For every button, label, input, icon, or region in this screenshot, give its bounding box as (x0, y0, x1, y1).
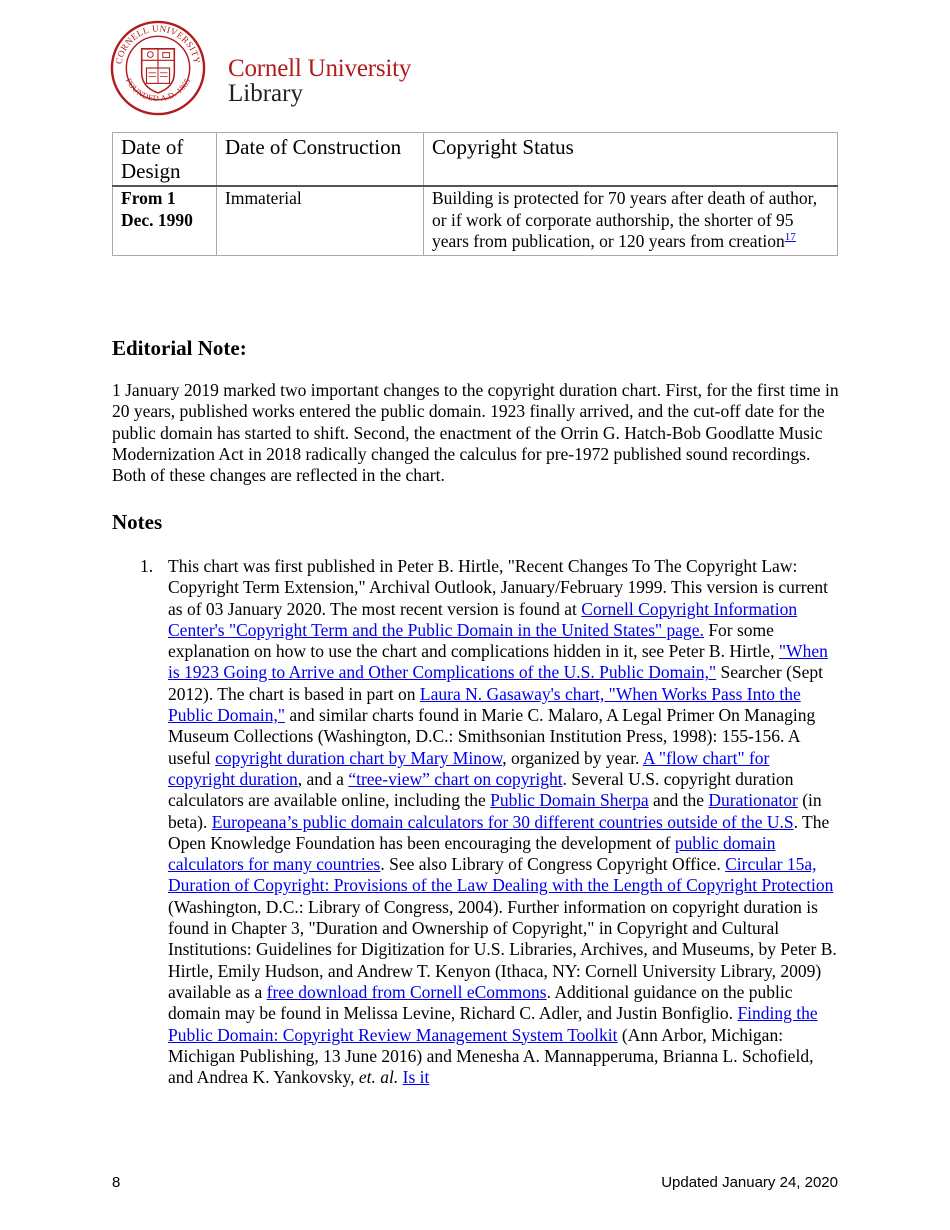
link-crms-toolkit[interactable]: Finding the Public Domain: Copyright Review Management System Toolkit (168, 1003, 818, 1045)
brand-library: Library (228, 80, 303, 107)
note-text: (in beta). (168, 790, 822, 832)
cornell-seal-logo (110, 20, 206, 116)
link-flow-chart[interactable]: A "flow chart" for copyright duration (168, 747, 770, 789)
footnote-17-link[interactable]: 17 (784, 231, 796, 244)
note-text: and similar charts found in Marie C. Malaro, A Legal Primer On Managing Museum Collections (Washington, D.C.: Smithsonian Institution Press, 1998): 155-156. A useful (168, 705, 816, 768)
note-text: . Additional guidance on the public domain may be found in Melissa Levine, Richard C. Adler, and Justin Bonfiglio. (168, 981, 793, 1024)
page-number: 8 (112, 1174, 121, 1191)
note-text: , organized by year. (502, 747, 643, 768)
updated-date: Updated January 24, 2020 (661, 1174, 838, 1191)
link-circular-15a[interactable]: Circular 15a, Duration of Copyright: Provisions of the Law Dealing with the Length of Copyright Protection (168, 854, 834, 896)
note-text: and the (648, 790, 709, 811)
link-minow-chart[interactable]: copyright duration chart by Mary Minow (215, 747, 503, 768)
cell-design-date: From 1 Dec. 1990 (113, 186, 217, 255)
status-text: Building is protected for 70 years after death of author, or if work of corporate authorship, the shorter of 95 years from publication, or 120 years from creation (432, 188, 818, 251)
link-gasaway-chart[interactable]: Laura N. Gasaway's chart, "When Works Pass Into the Public Domain," (168, 683, 801, 726)
library-wordmark (228, 56, 411, 106)
header-date-of-design: Date of Design (113, 133, 217, 187)
note-text: . Several U.S. copyright duration calculators are available online, including the (168, 768, 794, 811)
note-text: . The Open Knowledge Foundation has been encouraging the development of (168, 811, 830, 853)
note-text: Searcher (Sept 2012). The chart is based in part on (168, 662, 824, 704)
link-durationator[interactable]: Durationator (708, 790, 798, 811)
cell-construction-date: Immaterial (217, 186, 424, 255)
note-text: (Ann Arbor, Michigan: Michigan Publishing, 13 June 2016) and Menesha A. Mannapperuma, Brianna L. Schofield, and Andrea K. Yankovsky, (168, 1024, 814, 1088)
note-text-italic: et. al. (358, 1067, 399, 1088)
note-text: For some explanation on how to use the chart and complications hidden in it, see Peter B. Hirtle, (168, 619, 779, 662)
svg-text:FOUNDED A.D. 1865: FOUNDED A.D. 1865 (123, 76, 193, 104)
note-number: 1. (140, 556, 154, 576)
note-text: (Washington, D.C.: Library of Congress, 2004). Further information on copyright duration is found in Chapter 3, "Duration and Ownership of Copyright," in Copyright and Cultural Institutions: Guidelines for Digitization for U.S. Libraries, Archives, and Museums, by Peter B. Hirtle, Emily Hudson, and Andrew T. Kenyon (Ithaca, NY: Cornell University Library, 2009) available as a (168, 896, 837, 1002)
table-header-row (113, 133, 838, 187)
link-is-it[interactable]: Is it (402, 1067, 430, 1088)
link-okf-calculators[interactable]: public domain calculators for many countries (168, 832, 776, 875)
link-europeana-calculators[interactable]: Europeana’s public domain calculators for 30 different countries outside of the U.S (211, 811, 794, 832)
link-public-domain-sherpa[interactable]: Public Domain Sherpa (490, 790, 649, 811)
link-cornell-copyright-center[interactable]: Cornell Copyright Information Center's "Copyright Term and the Public Domain in the United States" page. (168, 598, 798, 640)
svg-text:CORNELL UNIVERSITY: CORNELL UNIVERSITY (113, 23, 203, 65)
note-text: This chart was first published in Peter B. Hirtle, "Recent Changes To The Copyright Law: Copyright Term Extension," Archival Outlook, January/February 1999. This version is current as of 03 January 2020. The most recent version is found at (168, 556, 828, 619)
editorial-heading: Editorial Note: (112, 336, 247, 360)
link-ecommons-download[interactable]: free download from Cornell eCommons (266, 981, 547, 1002)
editorial-body: 1 January 2019 marked two important changes to the copyright duration chart. First, for the first time in 20 years, published works entered the public domain. 1923 finally arrived, and the cut-off date for the public domain has started to shift. Second, the enactment of the Orrin G. Hatch-Bob Goodlatte Music Modernization Act in 2018 radically changed the calculus for pre-1972 published sound recordings. Both of these changes are reflected in the chart. (112, 380, 839, 486)
notes-heading: Notes (112, 510, 163, 534)
table-row (113, 186, 838, 255)
copyright-table (112, 132, 838, 256)
link-tree-view-chart[interactable]: “tree-view” chart on copyright (348, 768, 563, 789)
note-body (168, 556, 840, 1088)
link-when-is-1923[interactable]: "When is 1923 Going to Arrive and Other Complications of the U.S. Public Domain," (168, 641, 828, 683)
cell-copyright-status (424, 186, 838, 255)
brand-university: Cornell University (228, 55, 412, 82)
note-text: . See also Library of Congress Copyright Office. (380, 854, 726, 875)
note-text: , and a (297, 768, 349, 789)
header-date-of-construction: Date of Construction (217, 133, 424, 187)
header-copyright-status: Copyright Status (424, 133, 838, 187)
